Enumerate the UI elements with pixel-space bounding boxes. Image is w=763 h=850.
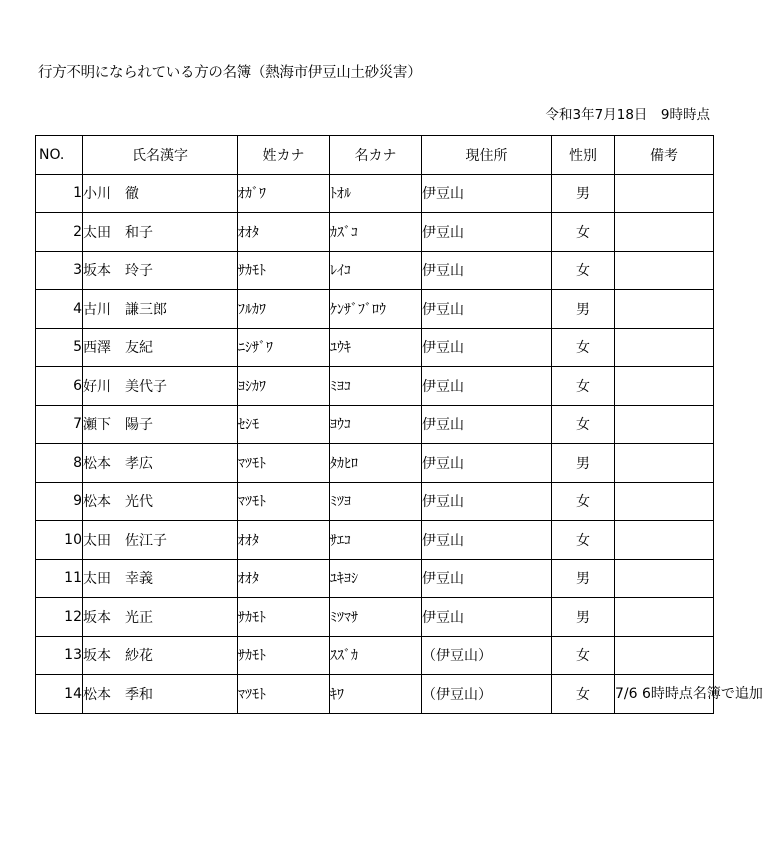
header-name-kanji: 氏名漢字 bbox=[83, 136, 238, 175]
as-of-date: 令和3年7月18日 9時時点 bbox=[545, 107, 710, 123]
cell-no: 1 bbox=[36, 174, 83, 213]
document-title: 行方不明になられている方の名簿（熱海市伊豆山土砂災害） bbox=[38, 65, 422, 81]
cell-note bbox=[615, 559, 714, 598]
cell-surname-kana: ﾏﾂﾓﾄ bbox=[238, 444, 330, 483]
cell-note bbox=[615, 367, 714, 406]
table-row bbox=[36, 636, 714, 675]
cell-surname-kana: ｻｶﾓﾄ bbox=[238, 251, 330, 290]
cell-surname-kana: ﾆｼｻﾞﾜ bbox=[238, 328, 330, 367]
cell-surname-kana: ｻｶﾓﾄ bbox=[238, 598, 330, 637]
cell-name-kanji: 松本 季和 bbox=[83, 675, 238, 714]
cell-sex: 男 bbox=[552, 444, 615, 483]
header-surname-kana: 姓カナ bbox=[238, 136, 330, 175]
cell-no: 9 bbox=[36, 482, 83, 521]
cell-note bbox=[615, 521, 714, 560]
table-row bbox=[36, 328, 714, 367]
cell-surname-kana: ｵｵﾀ bbox=[238, 521, 330, 560]
cell-address: 伊豆山 bbox=[422, 290, 552, 329]
cell-no: 2 bbox=[36, 213, 83, 252]
cell-name-kanji: 小川 徹 bbox=[83, 174, 238, 213]
cell-surname-kana: ﾏﾂﾓﾄ bbox=[238, 675, 330, 714]
cell-address: 伊豆山 bbox=[422, 174, 552, 213]
cell-note: 7/6 6時時点名簿で追加 bbox=[615, 675, 714, 714]
table-row bbox=[36, 367, 714, 406]
cell-name-kanji: 太田 佐江子 bbox=[83, 521, 238, 560]
cell-address: 伊豆山 bbox=[422, 482, 552, 521]
table-row bbox=[36, 598, 714, 637]
header-note: 備考 bbox=[615, 136, 714, 175]
table-row bbox=[36, 444, 714, 483]
cell-no: 7 bbox=[36, 405, 83, 444]
cell-address: 伊豆山 bbox=[422, 559, 552, 598]
cell-no: 5 bbox=[36, 328, 83, 367]
cell-no: 4 bbox=[36, 290, 83, 329]
cell-sex: 男 bbox=[552, 290, 615, 329]
cell-surname-kana: ｵｵﾀ bbox=[238, 213, 330, 252]
cell-address: 伊豆山 bbox=[422, 251, 552, 290]
cell-name-kanji: 坂本 紗花 bbox=[83, 636, 238, 675]
header-given-kana: 名カナ bbox=[330, 136, 422, 175]
table-row bbox=[36, 559, 714, 598]
cell-address: 伊豆山 bbox=[422, 444, 552, 483]
table-row bbox=[36, 405, 714, 444]
table-row bbox=[36, 521, 714, 560]
cell-name-kanji: 松本 孝広 bbox=[83, 444, 238, 483]
cell-note bbox=[615, 174, 714, 213]
cell-address: 伊豆山 bbox=[422, 598, 552, 637]
cell-name-kanji: 瀬下 陽子 bbox=[83, 405, 238, 444]
table-header-row bbox=[36, 136, 714, 175]
table-row bbox=[36, 213, 714, 252]
cell-no: 11 bbox=[36, 559, 83, 598]
table-row bbox=[36, 675, 714, 714]
cell-address: 伊豆山 bbox=[422, 213, 552, 252]
cell-note bbox=[615, 290, 714, 329]
header-no: NO. bbox=[36, 136, 83, 175]
cell-name-kanji: 坂本 玲子 bbox=[83, 251, 238, 290]
cell-name-kanji: 坂本 光正 bbox=[83, 598, 238, 637]
cell-surname-kana: ｾｼﾓ bbox=[238, 405, 330, 444]
cell-surname-kana: ﾖｼｶﾜ bbox=[238, 367, 330, 406]
cell-no: 8 bbox=[36, 444, 83, 483]
table-row bbox=[36, 290, 714, 329]
cell-note bbox=[615, 636, 714, 675]
cell-note bbox=[615, 444, 714, 483]
cell-sex: 女 bbox=[552, 328, 615, 367]
cell-sex: 男 bbox=[552, 598, 615, 637]
cell-name-kanji: 太田 幸義 bbox=[83, 559, 238, 598]
cell-given-kana: ｶｽﾞｺ bbox=[330, 213, 422, 252]
cell-sex: 女 bbox=[552, 405, 615, 444]
cell-note bbox=[615, 213, 714, 252]
header-address: 現住所 bbox=[422, 136, 552, 175]
cell-name-kanji: 太田 和子 bbox=[83, 213, 238, 252]
cell-note bbox=[615, 598, 714, 637]
cell-no: 3 bbox=[36, 251, 83, 290]
cell-address: （伊豆山） bbox=[422, 675, 552, 714]
cell-no: 12 bbox=[36, 598, 83, 637]
cell-given-kana: ﾐﾂﾖ bbox=[330, 482, 422, 521]
cell-given-kana: ｻｴｺ bbox=[330, 521, 422, 560]
cell-address: 伊豆山 bbox=[422, 405, 552, 444]
cell-sex: 女 bbox=[552, 636, 615, 675]
table-body bbox=[36, 174, 763, 713]
cell-name-kanji: 好川 美代子 bbox=[83, 367, 238, 406]
cell-surname-kana: ﾌﾙｶﾜ bbox=[238, 290, 330, 329]
cell-given-kana: ﾕｷﾖｼ bbox=[330, 559, 422, 598]
cell-surname-kana: ｻｶﾓﾄ bbox=[238, 636, 330, 675]
cell-address: 伊豆山 bbox=[422, 367, 552, 406]
cell-sex: 女 bbox=[552, 482, 615, 521]
cell-surname-kana: ﾏﾂﾓﾄ bbox=[238, 482, 330, 521]
cell-name-kanji: 松本 光代 bbox=[83, 482, 238, 521]
cell-no: 14 bbox=[36, 675, 83, 714]
cell-address: 伊豆山 bbox=[422, 328, 552, 367]
cell-given-kana: ﾄｵﾙ bbox=[330, 174, 422, 213]
cell-name-kanji: 古川 謙三郎 bbox=[83, 290, 238, 329]
cell-sex: 男 bbox=[552, 559, 615, 598]
cell-sex: 男 bbox=[552, 174, 615, 213]
cell-address: 伊豆山 bbox=[422, 521, 552, 560]
cell-given-kana: ﾚｲｺ bbox=[330, 251, 422, 290]
cell-given-kana: ﾀｶﾋﾛ bbox=[330, 444, 422, 483]
cell-note bbox=[615, 405, 714, 444]
header-sex: 性別 bbox=[552, 136, 615, 175]
cell-given-kana: ｷﾜ bbox=[330, 675, 422, 714]
cell-sex: 女 bbox=[552, 213, 615, 252]
cell-no: 13 bbox=[36, 636, 83, 675]
cell-given-kana: ﾐﾂﾏｻ bbox=[330, 598, 422, 637]
cell-sex: 女 bbox=[552, 367, 615, 406]
cell-given-kana: ﾐﾖｺ bbox=[330, 367, 422, 406]
table-row bbox=[36, 174, 714, 213]
cell-no: 6 bbox=[36, 367, 83, 406]
table-row bbox=[36, 251, 714, 290]
cell-note bbox=[615, 251, 714, 290]
cell-given-kana: ﾕｳｷ bbox=[330, 328, 422, 367]
cell-name-kanji: 西澤 友紀 bbox=[83, 328, 238, 367]
table-row bbox=[36, 482, 714, 521]
missing-persons-table bbox=[35, 135, 763, 714]
cell-note bbox=[615, 328, 714, 367]
cell-given-kana: ｽｽﾞｶ bbox=[330, 636, 422, 675]
cell-note bbox=[615, 482, 714, 521]
cell-given-kana: ﾖｳｺ bbox=[330, 405, 422, 444]
cell-no: 10 bbox=[36, 521, 83, 560]
cell-sex: 女 bbox=[552, 251, 615, 290]
cell-address: （伊豆山） bbox=[422, 636, 552, 675]
cell-surname-kana: ｵｵﾀ bbox=[238, 559, 330, 598]
cell-surname-kana: ｵｶﾞﾜ bbox=[238, 174, 330, 213]
cell-given-kana: ｹﾝｻﾞﾌﾞﾛｳ bbox=[330, 290, 422, 329]
cell-sex: 女 bbox=[552, 521, 615, 560]
cell-sex: 女 bbox=[552, 675, 615, 714]
